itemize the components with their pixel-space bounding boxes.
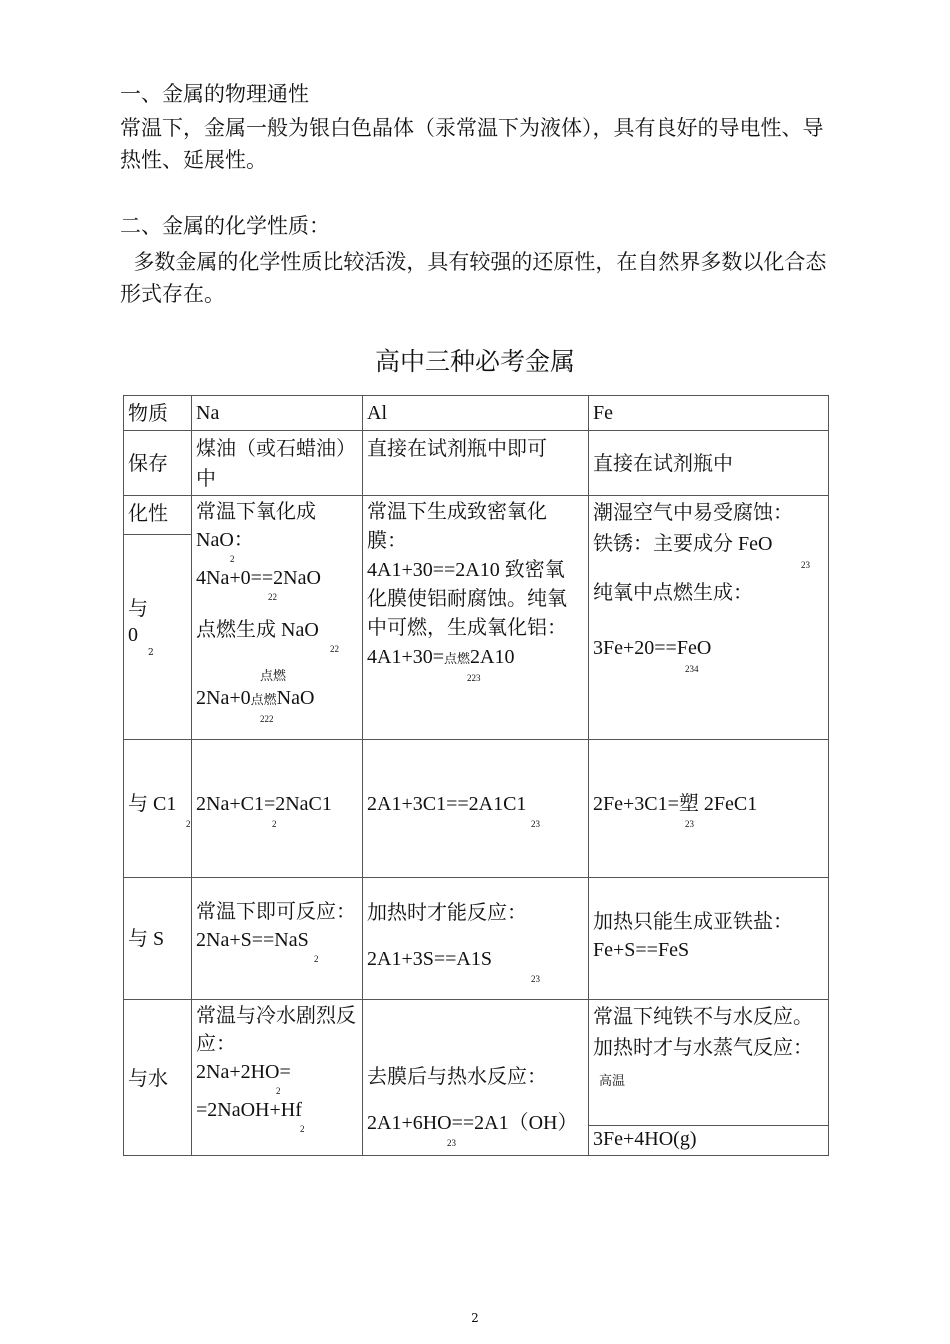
na-cl2-eq: 2Na+C1=2NaC1: [196, 792, 332, 815]
al-o2-sub3: 223: [467, 673, 481, 683]
na-s-line2: 2Na+S==NaS: [196, 929, 309, 951]
table-header-row: [124, 396, 829, 431]
label-o-subscript: 2: [148, 648, 154, 658]
row-label-water: 与水: [124, 1000, 192, 1156]
row-label-chlorine: [124, 740, 192, 878]
na-o2-line4: 点燃生成 NaO: [196, 619, 319, 641]
na-water-line1: 常温与冷水剧烈反应：: [196, 1005, 356, 1055]
header-substance: 物质: [124, 396, 192, 431]
cell-fe-water: [589, 1000, 829, 1156]
page-number: 2: [471, 1311, 479, 1325]
section1-body: 常温下，金属一般为银白色晶体（汞常温下为液体），具有良好的导电性、导热性、延展性。: [120, 116, 824, 172]
row-label-oxygen: [124, 496, 192, 740]
table-row-storage: [124, 431, 829, 496]
al-o2-line3: 4A1+30=: [367, 646, 445, 668]
na-s-line1: 常温下即可反应：: [196, 901, 356, 923]
fe-o2-line2: 铁锈：主要成分 FeO: [593, 533, 773, 555]
na-water-sub2: 2: [276, 1086, 281, 1096]
row-label-sulfur: 与 S: [124, 878, 192, 1000]
al-water-line1: 去膜后与热水反应：: [367, 1066, 547, 1088]
table-row-sulfur: [124, 878, 829, 1000]
al-water-sub: 23: [447, 1138, 456, 1148]
al-o2-line2: 4A1+30==2A10 致密氧化膜使铝耐腐蚀。纯氧中可燃，生成氧化铝：: [367, 559, 567, 639]
al-cl2-eq: 2A1+3C1==2A1C1: [367, 792, 527, 815]
na-o2-sub4: 22: [330, 644, 339, 654]
al-o2-line3-ignite: 点燃: [444, 651, 471, 666]
na-water-line3: =2NaOH+Hf: [196, 1099, 302, 1121]
cell-na-water: [192, 1000, 363, 1156]
cell-fe-sulfur: [589, 878, 829, 1000]
fe-o2-sub4: 234: [685, 664, 699, 674]
fe-cl2-eq: 2Fe+3C1=塑 2FeC1: [593, 792, 758, 815]
na-o2-line3: 4Na+0==2NaO: [196, 567, 321, 589]
cell-al-sulfur: [363, 878, 589, 1000]
cell-na-sulfur: [192, 878, 363, 1000]
cell-na-chlorine: [192, 740, 363, 878]
fe-s-line2: Fe+S==FeS: [593, 939, 690, 961]
header-na: Na: [192, 396, 363, 431]
fe-o2-line3: 纯氧中点燃生成：: [593, 582, 753, 604]
na-o2-condition: 点燃: [260, 668, 287, 683]
label-cl-subscript: 2: [186, 818, 191, 829]
na-o2-sub2: 2: [230, 554, 235, 564]
fe-water-line1: 常温下纯铁不与水反应。: [593, 1006, 813, 1028]
table-title: 高中三种必考金属: [374, 347, 575, 376]
na-water-line2: 2Na+2HO=: [196, 1061, 291, 1083]
na-o2-sub5: 222: [260, 714, 274, 724]
label-cl: 与 C1: [128, 792, 177, 815]
na-o2-line5-ignite: 点燃: [250, 692, 277, 707]
header-fe: Fe: [589, 396, 829, 431]
fe-o2-line4: 3Fe+20==FeO: [593, 637, 712, 659]
al-s-line2: 2A1+3S==A1S: [367, 948, 492, 970]
metals-table: [123, 395, 829, 1156]
al-s-line1: 加热时才能反应：: [367, 902, 527, 924]
cell-al-storage: 直接在试剂瓶中即可: [363, 431, 589, 496]
table-row-oxygen: [124, 496, 829, 740]
table-row-chlorine: [124, 740, 829, 878]
section1-heading: 一、金属的物理通性: [120, 82, 309, 106]
cell-al-chlorine: [363, 740, 589, 878]
na-o2-line5: 2Na+0: [196, 687, 251, 709]
label-with: 与: [128, 596, 148, 620]
header-al: Al: [363, 396, 589, 431]
fe-o2-line1: 潮湿空气中易受腐蚀：: [593, 502, 793, 524]
cell-na-storage: 煤油（或石蜡油）中: [192, 431, 363, 496]
cell-fe-storage: 直接在试剂瓶中: [589, 431, 829, 496]
al-water-line2: 2A1+6HO==2A1（OH）: [367, 1112, 578, 1134]
cell-fe-chlorine: [589, 740, 829, 878]
fe-cl2-sub: 23: [685, 818, 694, 829]
al-o2-line1: 常温下生成致密氧化膜：: [367, 501, 547, 552]
row-label-storage: 保存: [124, 431, 192, 496]
fe-o2-sub2: 23: [801, 560, 810, 570]
cell-al-oxygen: [363, 496, 589, 740]
na-o2-sub3: 22: [268, 592, 277, 602]
al-s-sub: 23: [531, 974, 540, 984]
na-o2-line1: 常温下氧化成: [196, 501, 316, 523]
section2-heading: 二、金属的化学性质：: [120, 214, 330, 238]
na-cl2-sub: 2: [272, 818, 277, 829]
fe-water-condition: 高温: [599, 1073, 626, 1088]
cell-al-water: [363, 1000, 589, 1156]
al-o2-line3-product: 2A10: [470, 646, 515, 668]
label-chemical-properties: 化性: [124, 496, 191, 535]
fe-water-line3: 3Fe+4HO(g): [593, 1128, 697, 1150]
cell-na-oxygen: [192, 496, 363, 740]
na-o2-line5-product: NaO: [276, 687, 315, 709]
na-o2-line2: NaO：: [196, 529, 254, 551]
fe-water-line2: 加热时才与水蒸气反应：: [593, 1037, 813, 1059]
cell-fe-oxygen: [589, 496, 829, 740]
label-o: 0: [128, 624, 138, 646]
table-row-water: [124, 1000, 829, 1156]
na-water-sub3: 2: [300, 1124, 305, 1134]
na-s-sub: 2: [314, 954, 319, 964]
al-cl2-sub: 23: [531, 818, 540, 829]
fe-s-line1: 加热只能生成亚铁盐：: [593, 911, 793, 933]
section2-body: 多数金属的化学性质比较活泼，具有较强的还原性，在自然界多数以化合态形式存在。: [120, 250, 827, 306]
